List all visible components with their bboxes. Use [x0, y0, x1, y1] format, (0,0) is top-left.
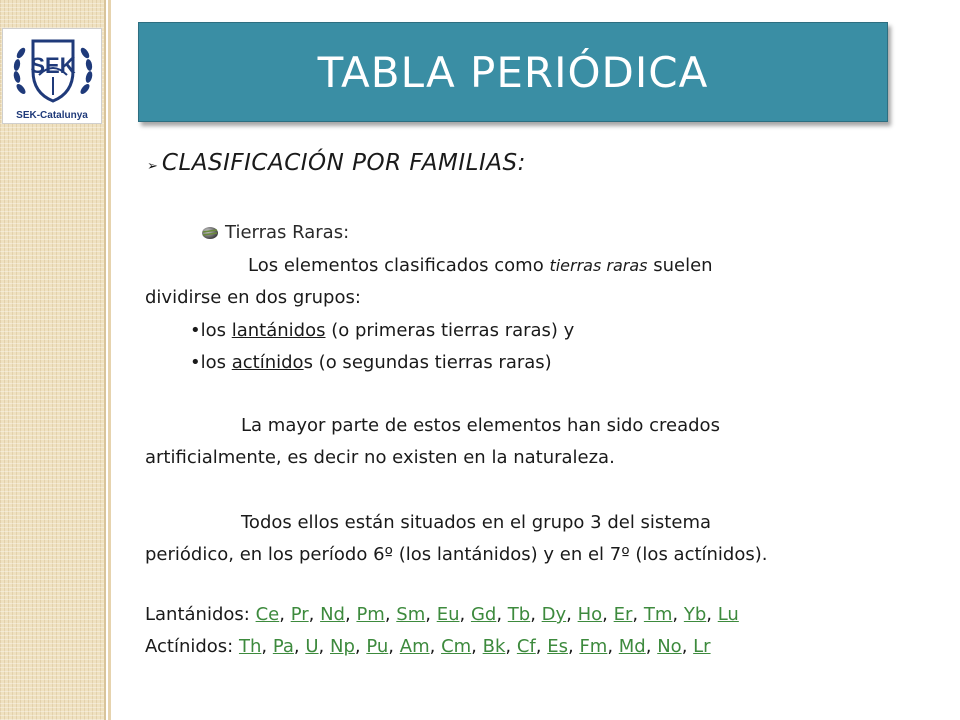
sub-heading [200, 222, 349, 243]
bullet-item-actinides [190, 352, 552, 373]
separator: , [505, 636, 517, 657]
separator: , [706, 604, 718, 625]
paragraph1-text-a: Los elementos clasificados como [248, 255, 550, 276]
bullet-suffix: (o primeras tierras raras) y [325, 320, 575, 341]
actinides-label: Actínidos: [145, 636, 239, 657]
separator: , [566, 604, 578, 625]
school-logo [2, 28, 102, 124]
page-title: TABLA PERIÓDICA [317, 47, 709, 97]
separator: , [429, 636, 442, 657]
svg-text:SEK: SEK [30, 53, 76, 78]
bullet-prefix: •los [190, 320, 232, 341]
paragraph2-line1: La mayor parte de estos elementos han sido creados [241, 415, 720, 436]
separator: , [318, 636, 330, 657]
element-link-yb[interactable]: Yb [683, 604, 707, 625]
separator: , [354, 636, 367, 657]
arrow-bullet-icon: ➢ [147, 159, 158, 174]
separator: , [535, 636, 548, 657]
separator: , [607, 636, 619, 657]
element-link-pu[interactable]: Pu [366, 636, 389, 657]
element-link-es[interactable]: Es [547, 636, 568, 657]
element-link-lu[interactable]: Lu [717, 604, 739, 625]
element-link-sm[interactable]: Sm [396, 604, 426, 625]
element-link-pr[interactable]: Pr [290, 604, 309, 625]
bullet-item-lanthanides [190, 320, 574, 341]
bullet-suffix: s (o segundas tierras raras) [303, 352, 552, 373]
element-link-dy[interactable]: Dy [541, 604, 567, 625]
heading-text: CLASIFICACIÓN POR FAMILIAS: [161, 150, 526, 176]
element-link-tb[interactable]: Tb [507, 604, 531, 625]
separator: , [632, 604, 644, 625]
element-link-fm[interactable]: Fm [579, 636, 608, 657]
separator: , [602, 604, 614, 625]
paragraph1-line1 [248, 255, 713, 276]
bullet-term: lantánidos [231, 320, 326, 341]
sek-letters [9, 51, 97, 81]
paragraph2-line2: artificialmente, es decir no existen en la naturaleza. [145, 447, 615, 468]
logo-caption: SEK-Catalunya [16, 110, 88, 121]
separator: , [384, 604, 397, 625]
section-heading [147, 150, 526, 176]
separator: , [388, 636, 400, 657]
element-link-no[interactable]: No [657, 636, 682, 657]
separator: , [344, 604, 357, 625]
paragraph3-line1: Todos ellos están situados en el grupo 3 del sistema [241, 512, 712, 533]
element-link-np[interactable]: Np [330, 636, 355, 657]
paragraph3-line2: periódico, en los período 6º (los lantánidos) y en el 7º (los actínidos). [145, 544, 768, 565]
element-link-pa[interactable]: Pa [272, 636, 294, 657]
element-link-ho[interactable]: Ho [577, 604, 603, 625]
paragraph1-line2: dividirse en dos grupos: [145, 287, 361, 308]
element-link-nd[interactable]: Nd [320, 604, 345, 625]
element-link-th[interactable]: Th [238, 636, 262, 657]
element-link-md[interactable]: Md [618, 636, 646, 657]
title-banner [138, 22, 888, 122]
element-link-cm[interactable]: Cm [441, 636, 472, 657]
bullet-prefix: •los [190, 352, 232, 373]
element-link-eu[interactable]: Eu [436, 604, 460, 625]
separator: , [308, 604, 321, 625]
lanthanides-label: Lantánidos: [145, 604, 256, 625]
element-link-er[interactable]: Er [613, 604, 633, 625]
separator: , [459, 604, 471, 625]
element-link-ce[interactable]: Ce [255, 604, 280, 625]
actinides-list [145, 636, 711, 657]
paragraph1-italic-term: tierras raras [549, 256, 648, 275]
element-link-cf[interactable]: Cf [516, 636, 536, 657]
element-link-pm[interactable]: Pm [356, 604, 385, 625]
separator: , [567, 636, 580, 657]
element-link-tm[interactable]: Tm [643, 604, 673, 625]
separator: , [279, 604, 291, 625]
separator: , [425, 604, 437, 625]
bullet-term: actínido [231, 352, 304, 373]
paragraph1-text-b: suelen [647, 255, 713, 276]
separator: , [645, 636, 658, 657]
separator: , [496, 604, 508, 625]
separator: , [293, 636, 306, 657]
separator: , [471, 636, 483, 657]
separator: , [672, 604, 684, 625]
sub-heading-text: Tierras Raras: [225, 222, 350, 243]
element-link-am[interactable]: Am [399, 636, 430, 657]
element-link-u[interactable]: U [305, 636, 319, 657]
element-link-lr[interactable]: Lr [693, 636, 711, 657]
separator: , [681, 636, 694, 657]
element-link-bk[interactable]: Bk [482, 636, 506, 657]
lanthanides-list [145, 604, 739, 625]
bullet-ball-icon [200, 225, 220, 241]
separator: , [530, 604, 542, 625]
separator: , [261, 636, 273, 657]
element-link-gd[interactable]: Gd [470, 604, 497, 625]
